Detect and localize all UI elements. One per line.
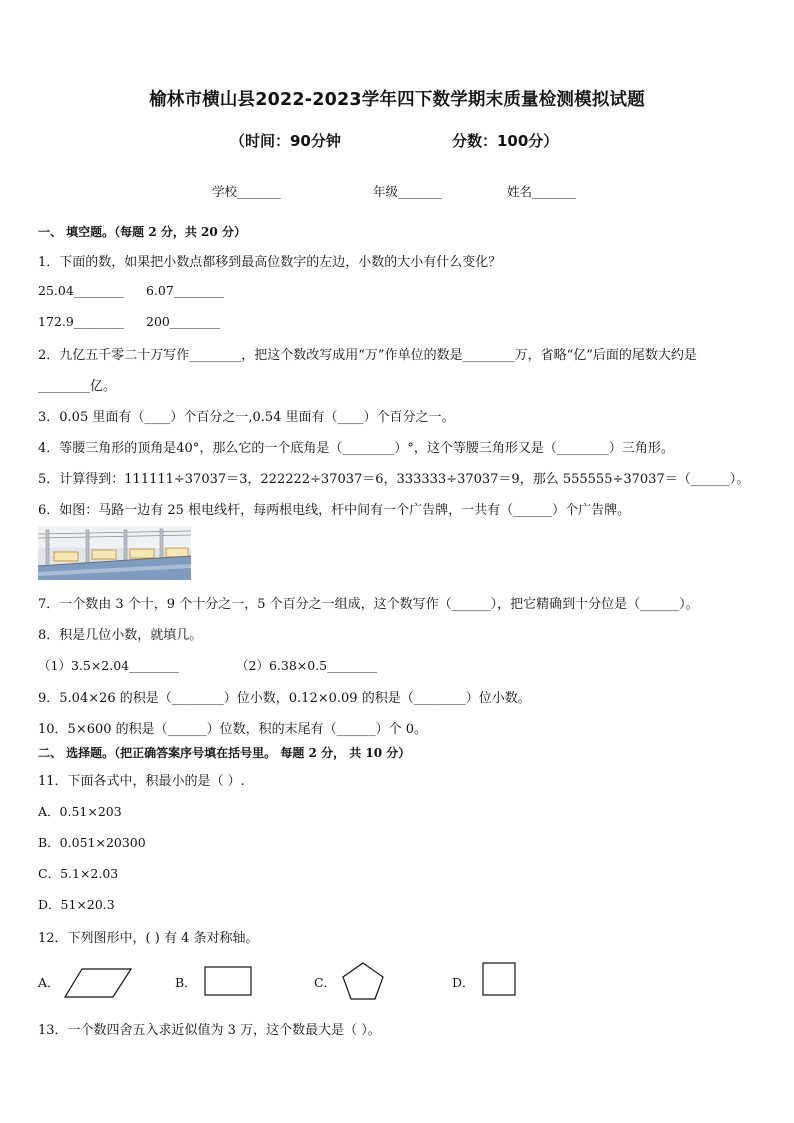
question-8: 8．积是几位小数，就填几。 [38,628,203,643]
question-2-line-2: ________亿。 [38,379,117,394]
question-12: 12．下列图形中，( ) 有 4 条对称轴。 [38,931,259,946]
question-2-line-1: 2．九亿五千零二十万写作________，把这个数改写成用“万”作单位的数是________万，省略“亿”后面的尾数大约是 [38,348,697,363]
question-4: 4．等腰三角形的顶角是40°，那么它的一个底角是（________）°，这个等腰三角形又是（________）三角形。 [38,441,674,456]
question-6: 6．如图：马路一边有 25 根电线杆，每两根电线，杆中间有一个广告牌，一共有（______）个广告牌。 [38,503,631,518]
square-icon [482,962,516,996]
rectangle-icon [204,966,252,996]
q1-item-c[interactable]: 172.9________ [38,314,124,329]
q11-option-c[interactable]: C．5.1×2.03 [38,866,119,881]
q12-option-a[interactable]: A． [38,975,60,990]
q11-option-d[interactable]: D．51×20.3 [38,897,115,912]
exam-time: （时间：90分钟 [230,132,341,150]
q12-option-c[interactable]: C． [314,975,337,990]
page-title: 榆林市横山县2022-2023学年四下数学期末质量检测模拟试题 [149,90,645,110]
q11-option-b[interactable]: B．0.051×20300 [38,835,146,850]
q12-option-d[interactable]: D． [452,975,475,990]
question-9: 9．5.04×26 的积是（________）位小数，0.12×0.09 的积是（________）位小数。 [38,691,531,706]
q8-item-2[interactable]: （2）6.38×0.5________ [236,658,378,673]
q12-option-b[interactable]: B． [175,975,197,990]
question-11: 11．下面各式中，积最小的是（ ）. [38,774,245,789]
section-2-heading: 二、 选择题。（把正确答案序号填在括号里。 每题 2 分， 共 10 分） [38,746,411,760]
question-7: 7．一个数由 3 个十，9 个十分之一，5 个百分之一组成，这个数写作（______），把它精确到十分位是（______）。 [38,597,699,612]
grade-field[interactable]: 年级_______ [373,184,442,199]
road-billboard-image [38,526,191,580]
question-1: 1．下面的数，如果把小数点都移到最高位数字的左边，小数的大小有什么变化？ [38,255,502,270]
question-10: 10．5×600 的积是（______）位数，积的末尾有（______）个 0。 [38,722,428,737]
pentagon-icon [342,962,384,1000]
name-field[interactable]: 姓名_______ [507,184,576,199]
parallelogram-icon [64,968,132,998]
q1-item-a[interactable]: 25.04________ [38,283,124,298]
question-13: 13．一个数四舍五入求近似值为 3 万，这个数最大是（ ）。 [38,1023,381,1038]
exam-score: 分数：100分） [452,132,559,150]
question-3: 3．0.05 里面有（____）个百分之一,0.54 里面有（____）个百分之一。 [38,410,455,425]
school-field[interactable]: 学校_______ [212,184,281,199]
q1-item-b[interactable]: 6.07________ [146,283,224,298]
section-1-heading: 一、 填空题。（每题 2 分，共 20 分） [38,225,246,239]
q11-option-a[interactable]: A．0.51×203 [38,804,122,819]
q1-item-d[interactable]: 200________ [146,314,220,329]
question-5: 5．计算得到：111111÷37037＝3，222222÷37037＝6，333333÷37037＝9，那么 555555÷37037＝（______）。 [38,472,750,487]
q8-item-1[interactable]: （1）3.5×2.04________ [38,658,180,673]
